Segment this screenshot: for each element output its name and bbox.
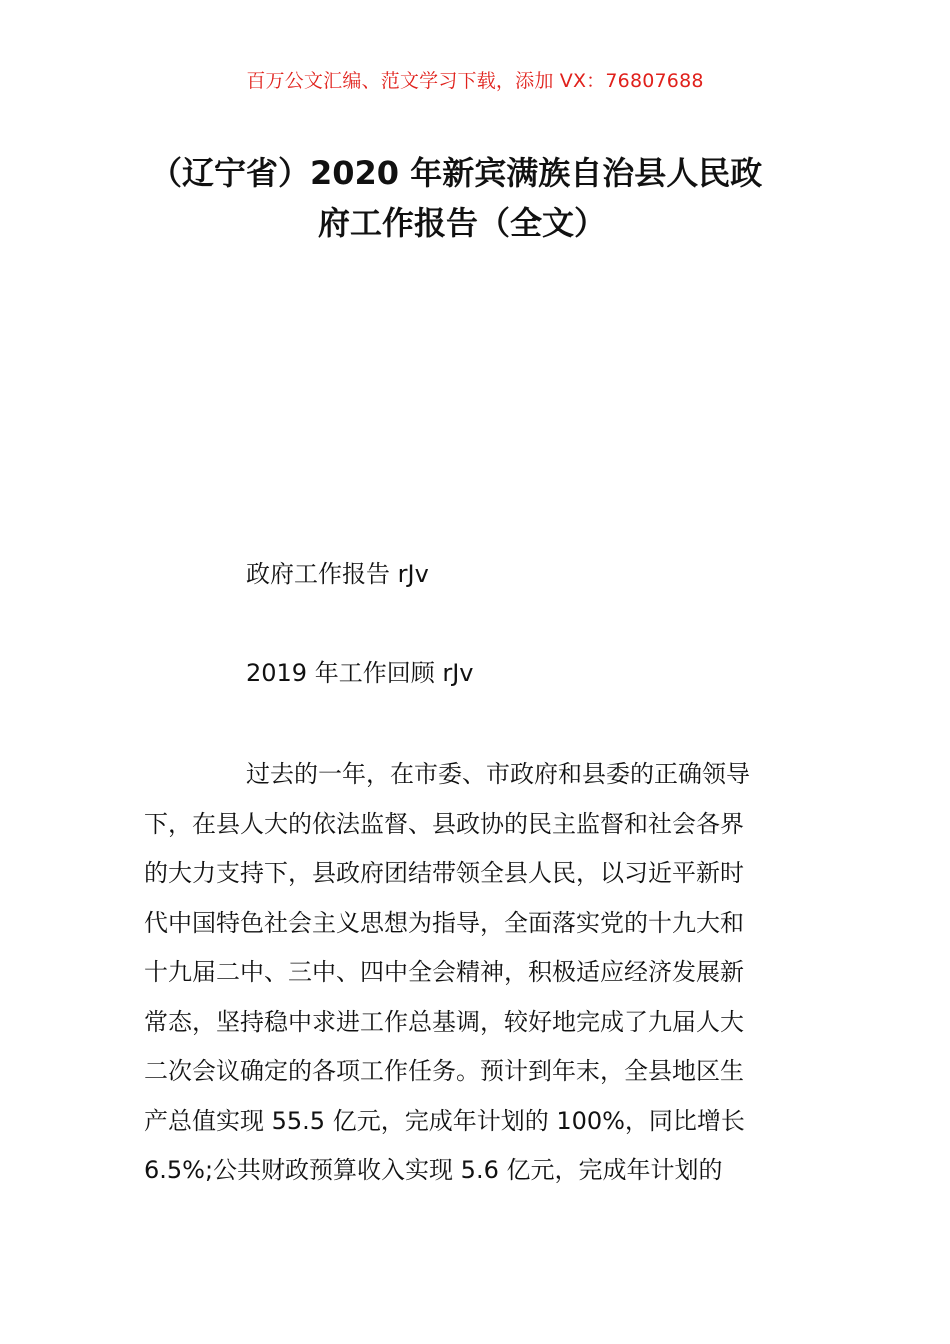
header-note: 百万公文汇编、范文学习下载，添加 VX：76807688 (246, 70, 704, 92)
section-heading-review: 2019 年工作回顾 rJv (246, 659, 474, 687)
body-line: 二次会议确定的各项工作任务。预计到年末，全县地区生 (144, 1057, 744, 1085)
body-line: 下，在县人大的依法监督、县政协的民主监督和社会各界 (144, 809, 744, 838)
body-paragraph (144, 754, 810, 1200)
body-line: 过去的一年，在市委、市政府和县委的正确领导 (246, 760, 750, 788)
body-line: 代中国特色社会主义思想为指导，全面落实党的十九大和 (144, 908, 744, 937)
body-line: 的大力支持下，县政府团结带领全县人民，以习近平新时 (144, 859, 744, 887)
body-line: 常态，坚持稳中求进工作总基调，较好地完成了九届人大 (144, 1007, 744, 1036)
body-line: 十九届二中、三中、四中全会精神，积极适应经济发展新 (144, 958, 744, 986)
section-heading-report: 政府工作报告 rJv (246, 560, 429, 588)
title-line-2: 府工作报告（全文） (318, 204, 607, 242)
body-line: 6.5%;公共财政预算收入实现 5.6 亿元，完成年计划的 (144, 1156, 723, 1184)
document-title (150, 148, 810, 248)
title-line-1: （辽宁省）2020 年新宾满族自治县人民政 (150, 154, 763, 192)
body-line: 产总值实现 55.5 亿元，完成年计划的 100%，同比增长 (144, 1106, 745, 1135)
